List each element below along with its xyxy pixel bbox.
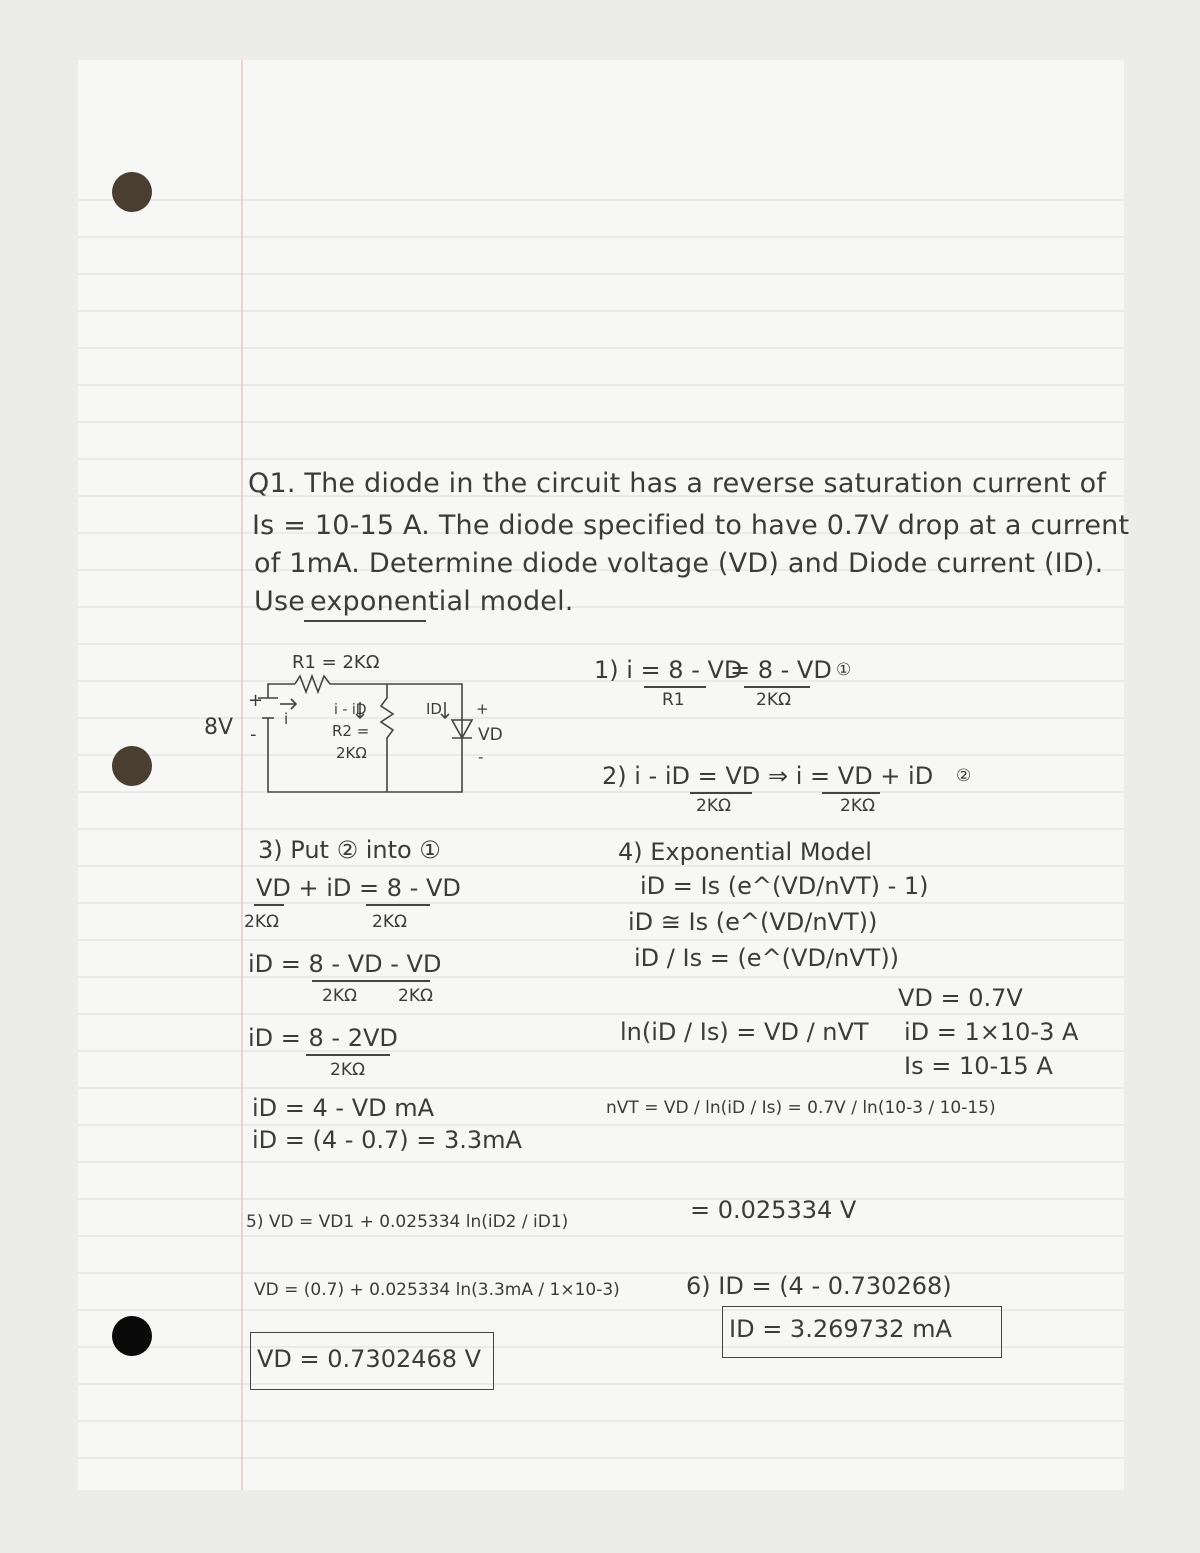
problem-line-4-prefix: Use xyxy=(254,586,306,617)
problem-emphasis: exponential model. xyxy=(310,586,574,617)
given-is: Is = 10-15 A xyxy=(904,1052,1053,1080)
step3-line-5: iD = (4 - 0.7) = 3.3mA xyxy=(252,1126,522,1154)
source-plus: + xyxy=(248,690,264,711)
step6-line-1: 6) ID = (4 - 0.730268) xyxy=(686,1272,952,1300)
step3-line-1: VD + iD = 8 - VD xyxy=(256,874,461,902)
branch-current-label: i - iD xyxy=(334,702,367,718)
vd-plus: + xyxy=(476,700,489,718)
vd-minus: - xyxy=(478,748,484,766)
vd-label: VD xyxy=(478,725,503,745)
step4-equation-1: iD = Is (e^(VD/nVT) - 1) xyxy=(640,872,929,900)
problem-line-2: Is = 10-15 A. The diode specified to have 0.7V drop at a current xyxy=(252,510,1130,541)
step4-equation-3: iD / Is = (e^(VD/nVT)) xyxy=(634,944,900,972)
step4-title: 4) Exponential Model xyxy=(618,838,872,866)
step4-equation-2: iD ≅ Is (e^(VD/nVT)) xyxy=(628,908,878,936)
step2-fraction-bar-1 xyxy=(690,792,752,794)
step2-fraction-bar-2 xyxy=(822,792,880,794)
step3-title: 3) Put ② into ① xyxy=(258,836,441,864)
step3-line-2-bar xyxy=(312,980,430,982)
step4-result: = 0.025334 V xyxy=(690,1196,857,1224)
r1-label: R1 = 2KΩ xyxy=(292,652,380,673)
current-i-label: i xyxy=(284,710,289,728)
diode-current-label: ID xyxy=(426,700,442,718)
r2-label: R2 = xyxy=(332,722,370,740)
step3-line-1-bar-b xyxy=(366,904,430,906)
step3-line-2-denominator-a: 2KΩ xyxy=(322,986,357,1006)
step1-lhs: 1) i = 8 - VD xyxy=(594,656,743,684)
step2-rhs: ⇒ i = VD + iD xyxy=(768,762,934,790)
step5-answer: VD = 0.7302468 V xyxy=(257,1345,482,1373)
step3-line-3-denominator: 2KΩ xyxy=(330,1060,365,1080)
problem-line-1: Q1. The diode in the circuit has a reverse saturation current of xyxy=(248,468,1107,499)
step6-answer: ID = 3.269732 mA xyxy=(729,1315,952,1343)
step3-line-1-denominator-a: 2KΩ xyxy=(244,912,279,932)
step1-denominator-1: R1 xyxy=(662,690,685,710)
step1-denominator-2: 2KΩ xyxy=(756,690,791,710)
step5-line-2: VD = (0.7) + 0.025334 ln(3.3mA / 1×10-3) xyxy=(254,1280,620,1300)
r2-value: 2KΩ xyxy=(336,744,367,762)
step6-answer-box xyxy=(722,1306,1002,1358)
binder-hole-top xyxy=(112,172,152,212)
step2-lhs: 2) i - iD = VD xyxy=(602,762,761,790)
step2-denominator-2: 2KΩ xyxy=(840,796,875,816)
step3-line-2: iD = 8 - VD - VD xyxy=(248,950,442,978)
step5-answer-box xyxy=(250,1332,494,1390)
step3-line-3-bar xyxy=(306,1054,390,1056)
step3-line-4: iD = 4 - VD mA xyxy=(252,1094,435,1122)
step1-tag: ① xyxy=(836,660,852,680)
problem-line-3: of 1mA. Determine diode voltage (VD) and Diode current (ID). xyxy=(254,548,1104,579)
step1-fraction-bar-1 xyxy=(644,686,706,688)
binder-hole-bottom xyxy=(112,1316,152,1356)
step1-middle: = 8 - VD xyxy=(730,656,832,684)
step4-equation-4: ln(iD / Is) = VD / nVT xyxy=(620,1018,869,1046)
given-id: iD = 1×10-3 A xyxy=(904,1018,1079,1046)
step4-equation-5: nVT = VD / ln(iD / Is) = 0.7V / ln(10-3 / 10-15) xyxy=(606,1098,996,1118)
step3-line-2-denominator-b: 2KΩ xyxy=(398,986,433,1006)
step1-fraction-bar-2 xyxy=(744,686,810,688)
step3-line-1-bar-a xyxy=(254,904,284,906)
emphasis-underline xyxy=(304,620,426,622)
circuit-diagram xyxy=(200,640,530,810)
step2-tag: ② xyxy=(956,766,972,786)
source-minus: - xyxy=(250,724,257,745)
step5-line-1: 5) VD = VD1 + 0.025334 ln(iD2 / iD1) xyxy=(246,1212,569,1232)
step2-denominator-1: 2KΩ xyxy=(696,796,731,816)
step3-line-1-denominator-b: 2KΩ xyxy=(372,912,407,932)
binder-hole-middle xyxy=(112,746,152,786)
source-label: 8V xyxy=(204,715,234,740)
step3-line-3: iD = 8 - 2VD xyxy=(248,1024,398,1052)
given-vd: VD = 0.7V xyxy=(898,984,1023,1012)
